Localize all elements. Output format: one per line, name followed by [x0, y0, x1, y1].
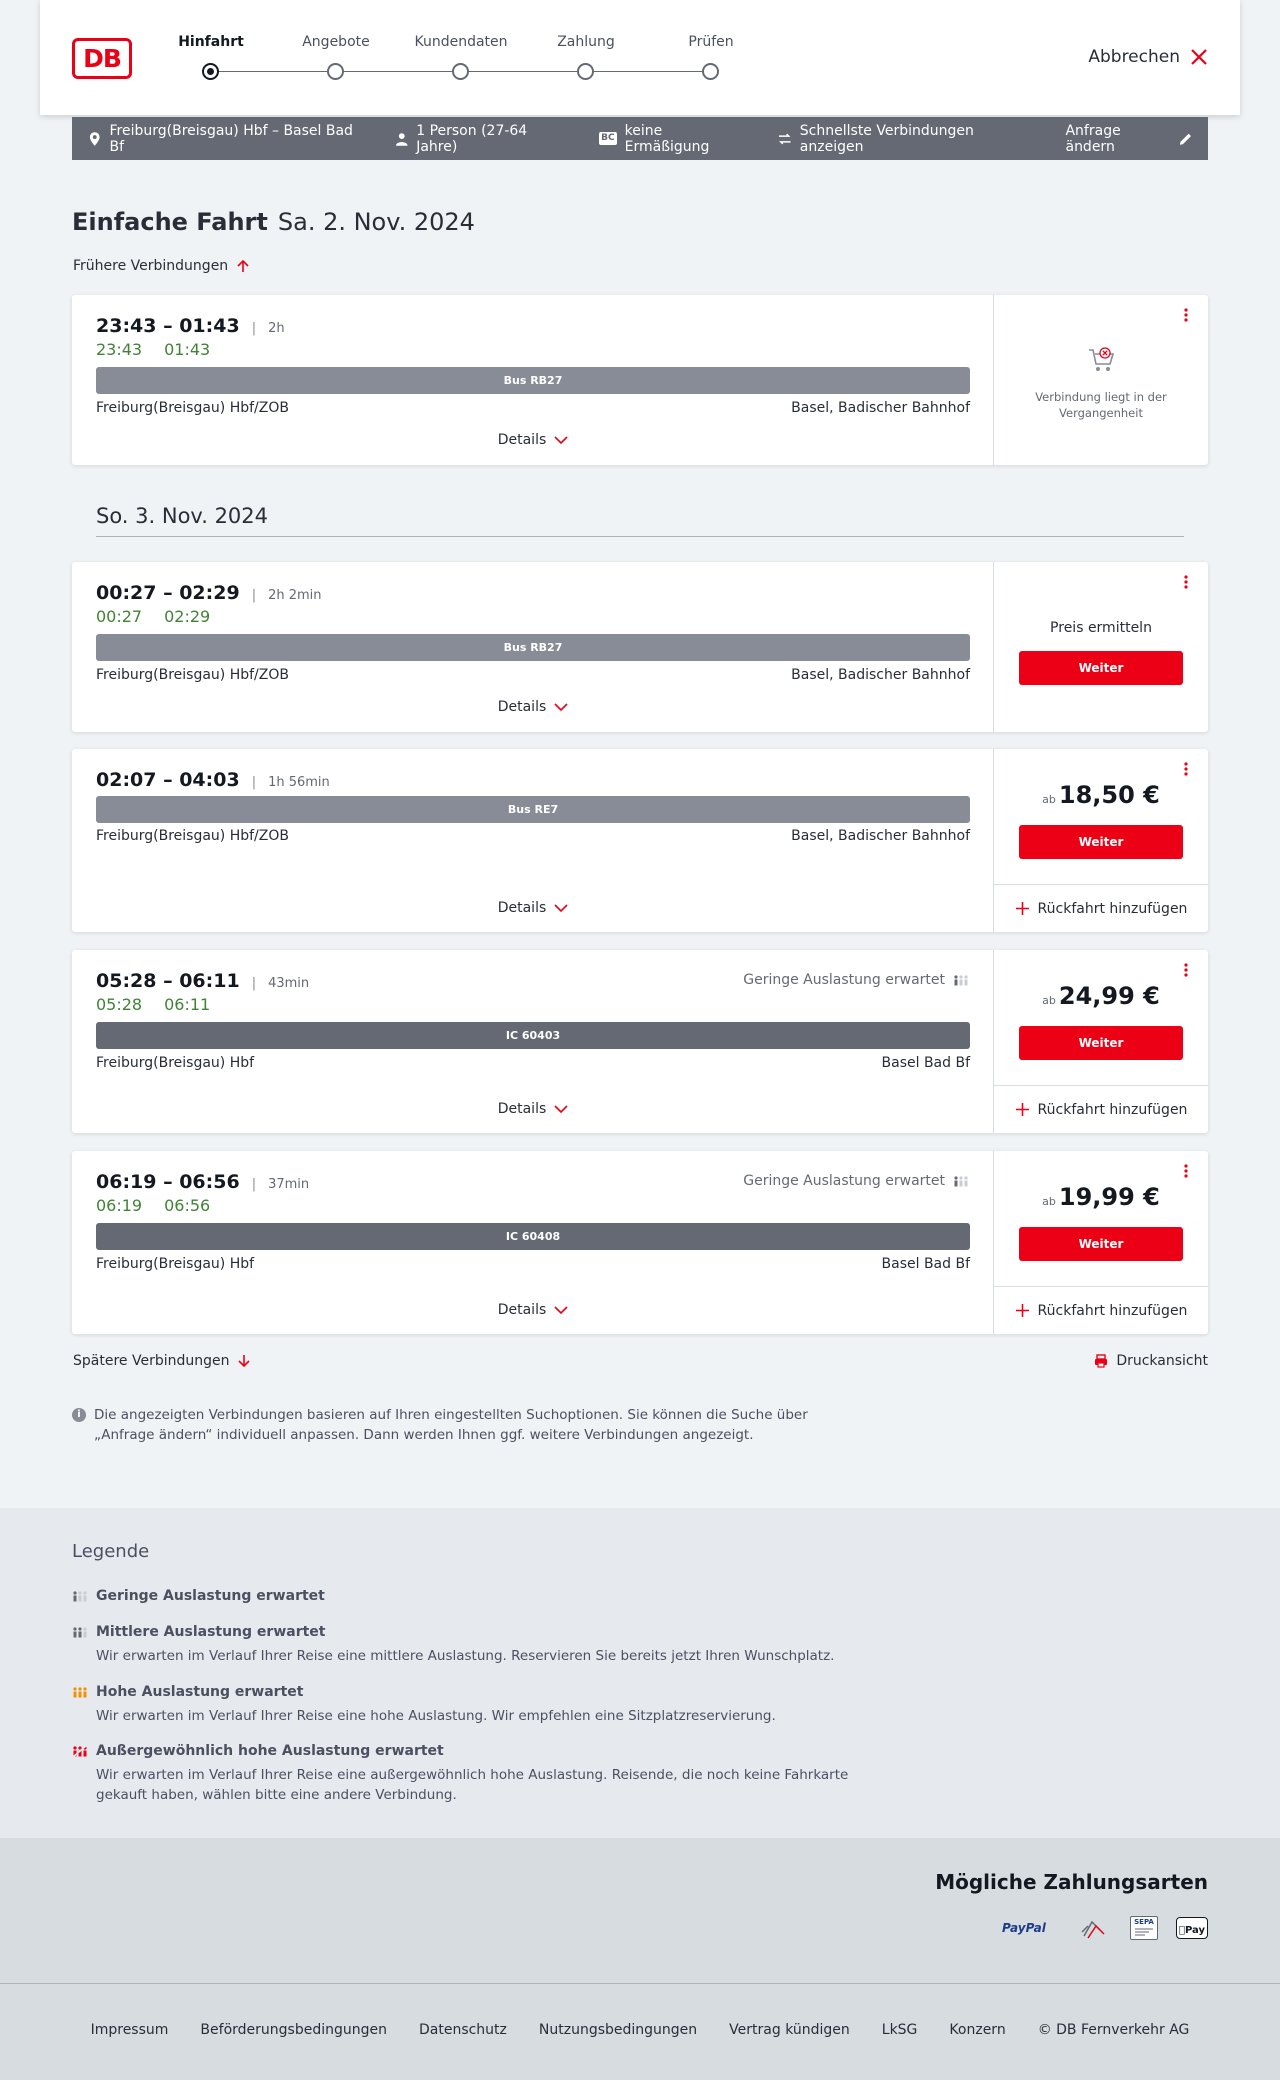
legend-item-low: [72, 1588, 892, 1604]
past-connection-text: Verbindung liegt in der Vergangenheit: [1035, 390, 1167, 420]
printer-icon: [1094, 1354, 1108, 1368]
later-connections-link[interactable]: [73, 1353, 251, 1369]
footer-link-konzern[interactable]: Konzern: [949, 2022, 1006, 2038]
chevron-down-icon: [554, 700, 568, 714]
footer-link-vertrag-kuendigen[interactable]: Vertrag kündigen: [729, 2022, 850, 2038]
step-dot-pruefen: [702, 63, 719, 80]
train-segment-bar[interactable]: IC 60408: [96, 1223, 970, 1250]
extreme-occupancy-icon: [72, 1744, 88, 1758]
route-summary[interactable]: [88, 123, 363, 155]
apple-pay-label: Pay: [1181, 1925, 1203, 1936]
db-logo[interactable]: DB: [72, 38, 132, 79]
stations-row: [96, 1256, 970, 1272]
add-return-label: Rückfahrt hinzufügen: [1037, 900, 1188, 917]
info-icon: i: [72, 1408, 86, 1422]
trip-type: Einfache Fahrt: [72, 208, 268, 236]
step-angebote: Angebote: [302, 34, 370, 50]
close-icon: [1190, 48, 1208, 66]
print-view-link[interactable]: [1094, 1353, 1208, 1369]
load-indicator: [743, 1173, 969, 1189]
step-hinfahrt: Hinfahrt: [178, 34, 244, 50]
offer-panel: [994, 295, 1208, 465]
train-segment-bar[interactable]: IC 60403: [96, 1022, 970, 1049]
trip-date: Sa. 2. Nov. 2024: [277, 208, 475, 236]
stations-row: [96, 400, 970, 416]
traveler-summary[interactable]: [395, 123, 567, 155]
add-return-button[interactable]: [994, 1085, 1208, 1133]
discount-summary[interactable]: [599, 123, 746, 155]
footer-link-befoerderungsbedingungen[interactable]: Beförderungsbedingungen: [200, 2022, 387, 2038]
legend-item-medium: [72, 1624, 892, 1666]
fastest-connections-toggle[interactable]: [778, 123, 1033, 155]
departure-station: Freiburg(Breisgau) Hbf: [96, 1055, 255, 1071]
realtime-times: [96, 1196, 210, 1215]
continue-button[interactable]: Weiter: [1019, 651, 1183, 685]
connection-card[interactable]: [72, 562, 1208, 732]
footer: [0, 1983, 1280, 2080]
realtime-times: [96, 607, 210, 626]
planned-times: 23:43 – 01:43: [96, 315, 240, 337]
departure-station: Freiburg(Breisgau) Hbf: [96, 1256, 255, 1272]
pencil-icon: [1179, 132, 1192, 146]
info-note-text: Die angezeigten Verbindungen basieren auf Ihren eingestellten Suchoptionen. Sie können die Suche über „Anfrage ändern“ individuell anpassen. Dann werden Ihnen ggf. weitere Verbindungen angezeigt.: [94, 1407, 808, 1443]
page-title: [72, 208, 475, 236]
sepa-lines-icon: [1133, 1927, 1155, 1937]
swap-arrows-icon: [778, 132, 792, 146]
earlier-connections-link[interactable]: [73, 258, 250, 274]
add-return-label: Rückfahrt hinzufügen: [1037, 1101, 1188, 1118]
price-pending-text: Preis ermitteln: [1050, 620, 1152, 636]
legend-medium-head: Mittlere Auslastung erwartet: [96, 1624, 326, 1640]
legend-extreme-head: Außergewöhnlich hohe Auslastung erwartet: [96, 1743, 444, 1759]
legend-title: Legende: [72, 1541, 150, 1562]
cancel-label: Abbrechen: [1088, 47, 1180, 67]
step-zahlung: Zahlung: [557, 34, 615, 50]
cart-unavailable-icon: [1088, 347, 1116, 373]
connection-card[interactable]: [72, 950, 1208, 1133]
legend-high-head: Hohe Auslastung erwartet: [96, 1684, 304, 1700]
price-value: 24,99 €: [1058, 982, 1160, 1010]
connection-times: [96, 582, 322, 604]
fastest-text: Schnellste Verbindungen anzeigen: [799, 122, 974, 155]
details-label: Details: [497, 1302, 547, 1318]
print-view-label: Druckansicht: [1116, 1353, 1208, 1369]
stations-row: [96, 828, 970, 844]
connection-main: [72, 749, 994, 932]
step-kundendaten: Kundendaten: [414, 34, 508, 50]
paypal-label: PayPal: [1002, 1921, 1046, 1935]
legend-medium-desc: Wir erwarten im Verlauf Ihrer Reise eine mittlere Auslastung. Reservieren Sie bereits jetzt Ihren Wunschplatz.: [96, 1648, 835, 1664]
duration: 2h 2min: [268, 588, 322, 603]
footer-link-impressum[interactable]: Impressum: [90, 2022, 169, 2038]
connection-times: [96, 970, 309, 992]
change-request-button[interactable]: [1065, 123, 1192, 155]
separator: |: [251, 588, 257, 603]
sepa-label: SEPA: [1134, 1918, 1154, 1926]
connection-times: [96, 769, 330, 791]
connection-times: [96, 1171, 309, 1193]
realtime-times: [96, 340, 210, 359]
chevron-down-icon: [554, 433, 568, 447]
price: [994, 982, 1208, 1010]
connection-times: [96, 315, 285, 337]
departure-station: Freiburg(Breisgau) Hbf/ZOB: [96, 400, 289, 416]
step-dot-kundendaten: [452, 63, 469, 80]
footer-link-nutzungsbedingungen[interactable]: Nutzungsbedingungen: [538, 2022, 698, 2038]
connection-card[interactable]: [72, 295, 1208, 465]
connection-main: [72, 295, 994, 465]
add-return-button[interactable]: [994, 1286, 1208, 1334]
arrival-station: Basel, Badischer Bahnhof: [791, 667, 970, 683]
offer-panel: [994, 562, 1208, 732]
more-options-icon[interactable]: [1178, 1163, 1194, 1179]
load-indicator: [743, 972, 969, 988]
price-value: 19,99 €: [1058, 1183, 1160, 1211]
info-note: [72, 1405, 872, 1445]
arrival-station: Basel, Badischer Bahnhof: [791, 828, 970, 844]
arrow-up-icon: [236, 259, 250, 273]
arrival-station: Basel Bad Bf: [881, 1055, 970, 1071]
plus-icon: [1015, 1303, 1030, 1318]
location-pin-icon: [88, 132, 102, 146]
details-toggle[interactable]: [72, 432, 994, 448]
arrow-down-icon: [237, 1354, 251, 1368]
separator: |: [251, 321, 257, 336]
departure-station: Freiburg(Breisgau) Hbf/ZOB: [96, 667, 289, 683]
duration: 2h: [268, 321, 285, 336]
planned-times: 00:27 – 02:29: [96, 582, 240, 604]
payment-title: Mögliche Zahlungsarten: [935, 1870, 1208, 1894]
more-options-icon[interactable]: [1178, 761, 1194, 777]
details-label: Details: [497, 900, 547, 916]
apple-pay-icon: [1176, 1917, 1208, 1939]
duration: 43min: [268, 976, 310, 991]
footer-link-datenschutz[interactable]: Datenschutz: [418, 2022, 507, 2038]
price: [994, 781, 1208, 809]
realtime-arrival: 01:43: [164, 340, 211, 359]
bahncard-icon: BC: [601, 133, 615, 143]
add-return-label: Rückfahrt hinzufügen: [1037, 1302, 1188, 1319]
step-dot-zahlung: [577, 63, 594, 80]
footer-copyright: © DB Fernverkehr AG: [1037, 2022, 1190, 2038]
legend-high-desc: Wir erwarten im Verlauf Ihrer Reise eine hohe Auslastung. Wir empfehlen eine Sitzplatzreservierung.: [96, 1708, 776, 1724]
search-summary-bar: [72, 117, 1208, 160]
realtime-times: [96, 995, 210, 1014]
realtime-departure: 00:27: [96, 607, 143, 626]
route-text: Freiburg(Breisgau) Hbf – Basel Bad Bf: [109, 122, 353, 155]
details-toggle[interactable]: [72, 699, 994, 715]
chevron-down-icon: [554, 1303, 568, 1317]
plus-icon: [1015, 901, 1030, 916]
details-toggle[interactable]: [72, 900, 994, 916]
realtime-departure: 06:19: [96, 1196, 143, 1215]
details-label: Details: [497, 1101, 547, 1117]
more-options-icon[interactable]: [1178, 962, 1194, 978]
later-connections-label: Spätere Verbindungen: [73, 1353, 230, 1369]
planned-times: 02:07 – 04:03: [96, 769, 240, 791]
price-prefix: ab: [1042, 994, 1056, 1007]
arrival-station: Basel, Badischer Bahnhof: [791, 400, 970, 416]
stations-row: [96, 667, 970, 683]
legend-item-high: [72, 1684, 892, 1726]
realtime-arrival: 06:11: [164, 995, 211, 1014]
chevron-down-icon: [554, 1102, 568, 1116]
offer-panel: [994, 749, 1208, 932]
price-value: 18,50 €: [1058, 781, 1160, 809]
more-options-icon[interactable]: [1178, 307, 1194, 323]
discount-text: keine Ermäßigung: [624, 122, 710, 155]
step-pruefen: Prüfen: [688, 34, 734, 50]
departure-station: Freiburg(Breisgau) Hbf/ZOB: [96, 828, 289, 844]
add-return-button[interactable]: [994, 884, 1208, 932]
credit-card-icon: [1080, 1916, 1106, 1940]
change-request-label: Anfrage ändern: [1065, 122, 1121, 155]
medium-occupancy-icon: [72, 1625, 88, 1639]
offer-panel: [994, 950, 1208, 1133]
load-text: Geringe Auslastung erwartet: [743, 972, 945, 988]
sepa-icon: [1130, 1916, 1158, 1940]
details-toggle[interactable]: [72, 1101, 994, 1117]
cancel-button[interactable]: [1088, 47, 1208, 67]
low-occupancy-icon: [953, 973, 969, 987]
load-text: Geringe Auslastung erwartet: [743, 1173, 945, 1189]
train-segment-bar[interactable]: Bus RB27: [96, 634, 970, 661]
legend-low-head: Geringe Auslastung erwartet: [96, 1588, 325, 1604]
train-segment-bar[interactable]: Bus RE7: [96, 796, 970, 823]
separator: |: [251, 1177, 257, 1192]
day-divider: So. 3. Nov. 2024: [96, 504, 1184, 537]
realtime-arrival: 02:29: [164, 607, 211, 626]
traveler-text: 1 Person (27-64 Jahre): [416, 122, 528, 155]
arrival-station: Basel Bad Bf: [881, 1256, 970, 1272]
person-icon: [395, 132, 409, 146]
connection-main: [72, 950, 994, 1133]
footer-link-lksg[interactable]: LkSG: [881, 2022, 918, 2038]
planned-times: 05:28 – 06:11: [96, 970, 240, 992]
train-segment-bar[interactable]: Bus RB27: [96, 367, 970, 394]
high-occupancy-icon: [72, 1685, 88, 1699]
duration: 37min: [268, 1177, 310, 1192]
footer-links: [0, 2022, 1280, 2038]
payment-methods-section: [0, 1838, 1280, 1983]
realtime-departure: 05:28: [96, 995, 143, 1014]
separator: |: [251, 976, 257, 991]
connection-main: [72, 1151, 994, 1334]
legend-section: [0, 1508, 1280, 1838]
connection-card[interactable]: [72, 1151, 1208, 1334]
plus-icon: [1015, 1102, 1030, 1117]
step-dot-angebote: [327, 63, 344, 80]
details-label: Details: [497, 699, 547, 715]
continue-button[interactable]: Weiter: [1019, 1227, 1183, 1261]
stations-row: [96, 1055, 970, 1071]
step-dot-hinfahrt: [202, 63, 219, 80]
separator: |: [251, 775, 257, 790]
earlier-connections-label: Frühere Verbindungen: [73, 258, 229, 274]
continue-button[interactable]: Weiter: [1019, 1026, 1183, 1060]
more-options-icon[interactable]: [1178, 574, 1194, 590]
realtime-departure: 23:43: [96, 340, 143, 359]
realtime-arrival: 06:56: [164, 1196, 211, 1215]
offer-panel: [994, 1151, 1208, 1334]
price-prefix: ab: [1042, 793, 1056, 806]
paypal-icon: [1002, 1916, 1062, 1940]
low-occupancy-icon: [72, 1589, 88, 1603]
legend-item-extreme: [72, 1743, 892, 1805]
details-label: Details: [497, 432, 547, 448]
chevron-down-icon: [554, 901, 568, 915]
details-toggle[interactable]: [72, 1302, 994, 1318]
booking-header: [40, 0, 1240, 115]
legend-extreme-desc: Wir erwarten im Verlauf Ihrer Reise eine außergewöhnlich hohe Auslastung. Reisende, die noch keine Fahrkarte gekauft haben, wählen bitte eine andere Verbindung.: [96, 1767, 849, 1803]
continue-button[interactable]: Weiter: [1019, 825, 1183, 859]
price: [994, 1183, 1208, 1211]
connection-card[interactable]: [72, 749, 1208, 932]
planned-times: 06:19 – 06:56: [96, 1171, 240, 1193]
duration: 1h 56min: [268, 775, 330, 790]
low-occupancy-icon: [953, 1174, 969, 1188]
price-prefix: ab: [1042, 1195, 1056, 1208]
connection-main: [72, 562, 994, 732]
